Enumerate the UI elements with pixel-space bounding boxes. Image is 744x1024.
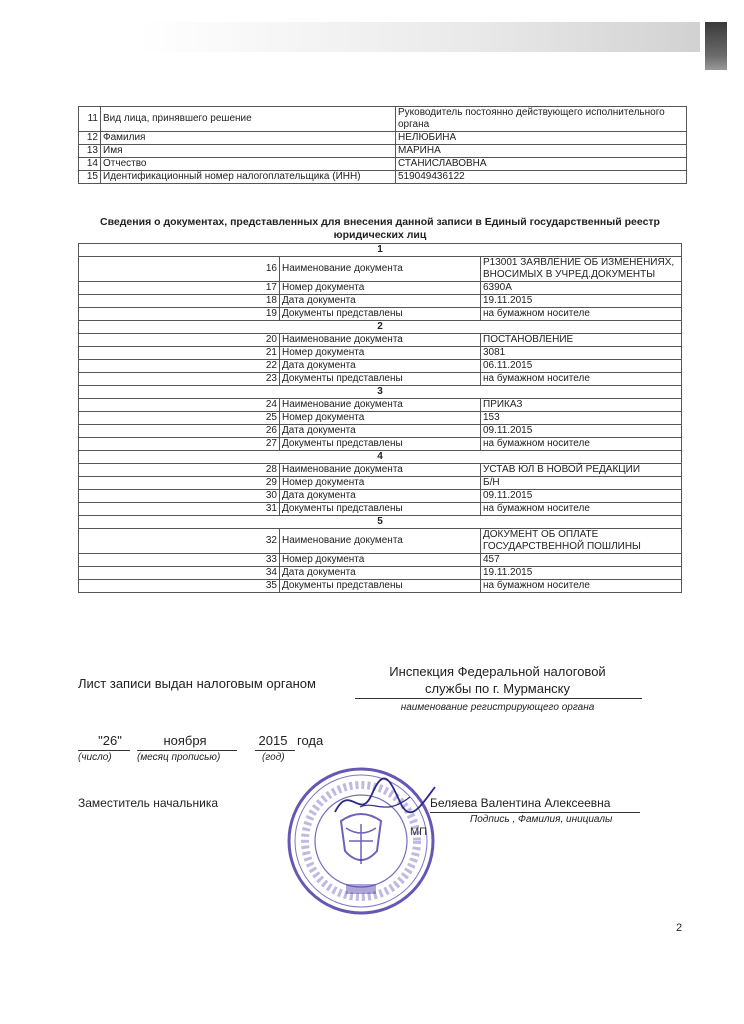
tax-authority-name [355,663,640,697]
row-number: 25 [79,412,280,425]
row-label: Наименование документа [280,334,481,347]
row-number: 28 [79,464,280,477]
group-number: 4 [79,451,682,464]
group-number: 5 [79,516,682,529]
row-label: Номер документа [280,282,481,295]
row-number: 11 [79,107,101,132]
row-value: 09.11.2015 [481,490,682,503]
date-day-underline [78,750,130,751]
table-row [79,257,682,282]
row-number: 15 [79,171,101,184]
row-number: 21 [79,347,280,360]
date-year: 2015 [258,733,288,748]
row-value: на бумажном носителе [481,580,682,593]
row-number: 24 [79,399,280,412]
row-label: Наименование документа [280,257,481,282]
row-label: Наименование документа [280,464,481,477]
row-value: УСТАВ ЮЛ В НОВОЙ РЕДАКЦИИ [481,464,682,477]
row-value: 19.11.2015 [481,295,682,308]
date-year-underline [255,750,295,751]
signer-caption: Подпись , Фамилия, инициалы [470,814,613,825]
signer-position: Заместитель начальника [78,796,219,810]
row-value: на бумажном носителе [481,503,682,516]
table-row [79,503,682,516]
row-number: 30 [79,490,280,503]
row-value: 519049436122 [396,171,687,184]
table-row [79,373,682,386]
row-label: Отчество [101,158,396,171]
row-number: 34 [79,567,280,580]
row-number: 18 [79,295,280,308]
group-separator-row [79,516,682,529]
table-row [79,580,682,593]
row-label: Наименование документа [280,399,481,412]
row-number: 31 [79,503,280,516]
date-day-caption: (число) [78,752,112,763]
scan-edge-mark [705,22,727,70]
row-number: 20 [79,334,280,347]
table-row [79,107,687,132]
tax-authority-caption: наименование регистрирующего органа [400,702,595,713]
table-row [79,425,682,438]
row-value: ПРИКАЗ [481,399,682,412]
table-row [79,360,682,373]
row-label: Документы представлены [280,580,481,593]
row-label: Документы представлены [280,503,481,516]
table-row [79,145,687,158]
row-value: 3081 [481,347,682,360]
row-label: Идентификационный номер налогоплательщика (ИНН) [101,171,396,184]
section-title: Сведения о документах, представленных для внесения данной записи в Единый государственный реестр юридических лиц [100,216,660,241]
row-label: Дата документа [280,567,481,580]
row-value: 09.11.2015 [481,425,682,438]
tax-authority-line2: службы по г. Мурманску [425,681,570,696]
documents-table [78,243,682,593]
table-row [79,295,682,308]
table-row [79,399,682,412]
date-day: "26" [98,733,122,748]
row-label: Документы представлены [280,308,481,321]
date-month: ноября [163,733,207,748]
row-number: 12 [79,132,101,145]
row-label: Дата документа [280,425,481,438]
row-number: 33 [79,554,280,567]
row-value: СТАНИСЛАВОВНА [396,158,687,171]
group-separator-row [79,244,682,257]
issued-label: Лист записи выдан налоговым органом [78,676,316,691]
table-row [79,490,682,503]
date-month-caption: (месяц прописью) [137,752,221,763]
row-value: на бумажном носителе [481,308,682,321]
table-row [79,529,682,554]
signer-underline [430,812,640,813]
row-value: 457 [481,554,682,567]
row-number: 26 [79,425,280,438]
table-row [79,171,687,184]
row-value: на бумажном носителе [481,438,682,451]
row-value: ДОКУМЕНТ ОБ ОПЛАТЕ ГОСУДАРСТВЕННОЙ ПОШЛИНЫ [481,529,682,554]
handwritten-signature [330,772,440,832]
row-label: Номер документа [280,554,481,567]
row-number: 27 [79,438,280,451]
date-year-caption: (год) [262,752,285,763]
row-label: Номер документа [280,412,481,425]
group-separator-row [79,321,682,334]
table-row [79,308,682,321]
table-row [79,412,682,425]
table-row [79,438,682,451]
table-row [79,554,682,567]
table-row [79,477,682,490]
group-separator-row [79,386,682,399]
group-separator-row [79,451,682,464]
table-row [79,158,687,171]
row-number: 16 [79,257,280,282]
row-label: Номер документа [280,347,481,360]
table-row [79,464,682,477]
row-number: 13 [79,145,101,158]
row-value: Руководитель постоянно действующего исполнительного органа [396,107,687,132]
row-value: 153 [481,412,682,425]
tax-authority-underline [355,698,642,699]
row-number: 19 [79,308,280,321]
row-value: НЕЛЮБИНА [396,132,687,145]
row-number: 29 [79,477,280,490]
tax-authority-line1: Инспекция Федеральной налоговой [389,664,606,679]
row-value: на бумажном носителе [481,373,682,386]
row-number: 17 [79,282,280,295]
row-label: Фамилия [101,132,396,145]
person-table [78,106,687,184]
group-number: 1 [79,244,682,257]
scan-shadow [140,22,700,52]
row-value: Б/Н [481,477,682,490]
row-number: 14 [79,158,101,171]
row-number: 32 [79,529,280,554]
signer-name: Беляева Валентина Алексеевна [430,796,611,810]
row-label: Вид лица, принявшего решение [101,107,396,132]
date-year-word: года [297,733,324,748]
row-number: 35 [79,580,280,593]
date-month-underline [137,750,237,751]
table-row [79,282,682,295]
table-row [79,334,682,347]
row-value: 6390А [481,282,682,295]
row-label: Дата документа [280,295,481,308]
row-label: Имя [101,145,396,158]
row-label: Документы представлены [280,438,481,451]
row-label: Дата документа [280,360,481,373]
group-number: 3 [79,386,682,399]
row-label: Номер документа [280,477,481,490]
row-label: Наименование документа [280,529,481,554]
row-number: 22 [79,360,280,373]
row-label: Дата документа [280,490,481,503]
row-value: 06.11.2015 [481,360,682,373]
row-number: 23 [79,373,280,386]
page-number: 2 [676,922,683,934]
row-label: Документы представлены [280,373,481,386]
row-value: ПОСТАНОВЛЕНИЕ [481,334,682,347]
group-number: 2 [79,321,682,334]
seal-place-mark: МП [410,826,428,838]
table-row [79,132,687,145]
table-row [79,567,682,580]
table-row [79,347,682,360]
row-value: Р13001 ЗАЯВЛЕНИЕ ОБ ИЗМЕНЕНИЯХ, ВНОСИМЫХ В УЧРЕД.ДОКУМЕНТЫ [481,257,682,282]
row-value: 19.11.2015 [481,567,682,580]
row-value: МАРИНА [396,145,687,158]
